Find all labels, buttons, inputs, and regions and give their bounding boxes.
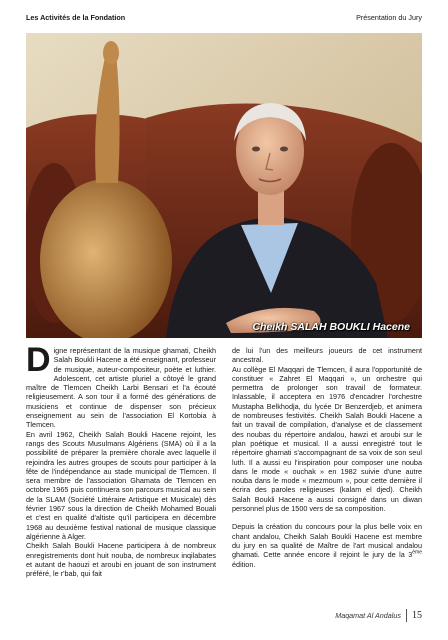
paragraph-text: igne représentant de la musique ghamati, Cheikh Salah Boukli Hacene a été enseignant, professeur de musique, auteur-compositeur, poète et luthier. Adolescent, cet artiste pluriel a côtoyé le grand maître de Tlemcen Cheikh Larbi Bensari et l'a écouté religieusement. A son tour il a formé des générations de musiciens et continue de dispenser son précieux enseignement au sein de l'association El Kortobia à Tlemcen. <box>26 346 216 430</box>
article-column-right <box>232 346 422 569</box>
article-paragraph: En avril 1962, Cheikh Salah Boukli Hacene rejoint, les rangs des Scouts Musulmans Algériens (SMA) où il a la possibilité de préparer la première chorale avec laquelle il rejoindra les autres groupes de scouts pour participer à la fête de l'indépendance au stade municipal de Tlemcen. Il sera membre de l'association Ghamata de Tlemcen en octobre 1965 puis continuera son parcours musical au sein de la SLAM (Société Littéraire Artistique et Musicale) dès février 1967 sous la direction de Cheikh Mohamed Bouali et c'est en qualité d'altiste qu'il participera en décembre 1968 au deuxième festival national de musique classique algérienne à Alger. <box>26 429 216 541</box>
section-subtitle: Présentation du Jury <box>356 13 422 22</box>
page-number: 15 <box>412 609 422 621</box>
portrait-photo <box>26 33 422 338</box>
paragraph-text-end: édition. <box>232 559 256 569</box>
article-paragraph <box>232 522 422 568</box>
article-paragraph: de lui l'un des meilleurs joueurs de cet instrument ancestral. <box>232 346 422 365</box>
footer-divider <box>406 609 407 622</box>
portrait-illustration <box>26 33 422 338</box>
article-column-left <box>26 341 216 579</box>
article-paragraph: Cheikh Salah Boukli Hacene participera à de nombreux enregistrements dont huit nouba, de nombreux inqilabates et autant de haouzi et aroubi en jouant de son instrument préféré, le r'bab, qui fait <box>26 541 216 579</box>
drop-cap: D <box>26 341 51 379</box>
paragraph-text: Depuis la création du concours pour la plus belle voix en chant andalou, Cheikh Salah Boukli Hacene est membre du jury en sa qualité de Maître de l'art musical andalou ghamati. Cette année encore il rejoint le jury de la 3 <box>232 522 422 560</box>
ordinal-suffix: ème <box>412 549 422 556</box>
photo-caption: Cheikh SALAH BOUKLI Hacene <box>252 321 410 333</box>
magazine-name: Maqamat Al Andalus <box>335 610 401 620</box>
page-header <box>26 13 422 25</box>
page-footer <box>335 608 422 622</box>
article-paragraph <box>26 341 216 430</box>
article-paragraph: Au collège El Maqqari de Tlemcen, il aura l'opportunité de constituer « Zahret El Maqqari », un orchestre qui permettra de prolonger son travail de formateur. Inlassable, il acceptera en 1976 d'encadrer l'orchestre Mustapha Belkhodja, du lycée Dr Benzerdjeb, et animera de nombreuses festivités. Cheikh Salah Boukli Hacene a fait un travail de compilation, d'analyse et de classement des noubas du répertoire andalou, hawzi et aroubi sur le plan poétique et musical. Il a aussi enregistré tout le répertoire gharnati s'accompagnant de sa voix de son seul luth. Il a aussi eu l'inspiration pour composer une nouba dans le mode « ouchak » en 1982 suivie d'une autre nouba dans le mode « mezmoum », pour cette dernière il écrira des paroles religieuses (kalam el djed). Cheikh Salah Boukli Hacene a aussi consigné dans un diwan personnel plus de 1500 vers de sa composition. <box>232 364 422 514</box>
section-title: Les Activités de la Fondation <box>26 13 126 22</box>
